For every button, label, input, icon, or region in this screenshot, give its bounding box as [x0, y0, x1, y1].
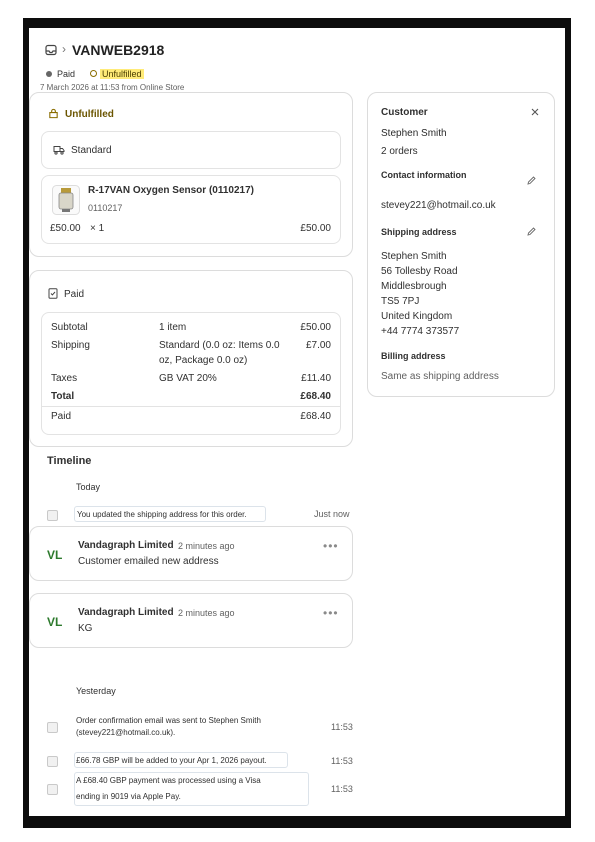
- comment-author: Vandagraph Limited: [78, 540, 174, 551]
- address-line: 56 Tollesby Road: [381, 266, 458, 277]
- product-name[interactable]: R-17VAN Oxygen Sensor (0110217): [88, 185, 255, 196]
- event-checkbox[interactable]: [47, 784, 58, 795]
- comment-body: Customer emailed new address: [78, 556, 219, 567]
- event-checkbox[interactable]: [47, 722, 58, 733]
- comment-time: 2 minutes ago: [178, 541, 235, 551]
- shipping-detail: Standard (0.0 oz: Items 0.0: [159, 340, 280, 351]
- customer-card: [367, 92, 555, 397]
- event-text: A £68.40 GBP payment was processed using a Visa: [76, 776, 261, 785]
- more-icon[interactable]: •••: [323, 606, 339, 620]
- fulfillment-badge: Unfulfilled: [102, 69, 142, 79]
- total-label: Total: [51, 391, 75, 402]
- inbox-icon[interactable]: [45, 44, 57, 56]
- billing-value: Same as shipping address: [381, 371, 499, 382]
- event-time: 11:53: [331, 756, 353, 766]
- close-icon[interactable]: [531, 108, 539, 116]
- event-time: 11:53: [331, 722, 353, 732]
- unfulfilled-icon: [48, 108, 59, 119]
- taxes-label: Taxes: [51, 373, 78, 384]
- address-phone: +44 7774 373577: [381, 326, 460, 337]
- event-text-line2: ending in 9019 via Apple Pay.: [76, 792, 181, 801]
- author-initials: VL: [47, 548, 63, 562]
- paid-amount: £68.40: [300, 411, 331, 422]
- subtotal-detail: 1 item: [159, 322, 187, 333]
- shipping-amount: £7.00: [305, 340, 331, 351]
- event-text: Order confirmation email was sent to Stephen Smith: [76, 716, 261, 725]
- order-subtitle: 7 March 2026 at 11:53 from Online Store: [40, 83, 185, 92]
- contact-title: Contact information: [381, 170, 467, 180]
- product-thumbnail[interactable]: [52, 185, 80, 215]
- line-total: £50.00: [300, 223, 331, 234]
- product-sku: 0110217: [88, 203, 123, 213]
- event-text-line2: (stevey221@hotmail.co.uk).: [76, 728, 176, 737]
- event-text: £66.78 GBP will be added to your Apr 1, 2026 payout.: [76, 756, 267, 765]
- customer-name[interactable]: Stephen Smith: [381, 128, 447, 139]
- event-time: Just now: [314, 509, 350, 519]
- fulfillment-status: Unfulfilled: [65, 109, 114, 120]
- quantity: × 1: [90, 223, 105, 234]
- more-icon[interactable]: •••: [323, 539, 339, 553]
- customer-orders[interactable]: 2 orders: [381, 146, 418, 157]
- shipping-address-title: Shipping address: [381, 227, 457, 237]
- yesterday-label: Yesterday: [76, 686, 116, 696]
- shipping-method: Standard: [71, 145, 112, 156]
- payment-status: Paid: [64, 289, 85, 300]
- customer-email[interactable]: stevey221@hotmail.co.uk: [381, 200, 496, 211]
- shipping-detail-line2: oz, Package 0.0 oz): [159, 355, 248, 366]
- unit-price: £50.00: [50, 223, 81, 234]
- taxes-detail: GB VAT 20%: [159, 373, 217, 384]
- address-line: TS5 7PJ: [381, 296, 420, 307]
- author-initials: VL: [47, 615, 63, 629]
- event-checkbox[interactable]: [47, 510, 58, 521]
- event-checkbox[interactable]: [47, 756, 58, 767]
- subtotal-amount: £50.00: [300, 322, 331, 333]
- address-line: Middlesbrough: [381, 281, 447, 292]
- comment-author: Vandagraph Limited: [78, 607, 174, 618]
- event-time: 11:53: [331, 784, 353, 794]
- shipping-method-box: [41, 131, 341, 169]
- breadcrumb-chevron: ›: [62, 42, 66, 56]
- customer-title: Customer: [381, 107, 428, 118]
- fulfillment-card: [29, 92, 353, 257]
- truck-icon: [53, 145, 65, 155]
- total-amount: £68.40: [300, 391, 331, 402]
- comment-card: [29, 526, 353, 581]
- taxes-amount: £11.40: [301, 373, 331, 384]
- billing-title: Billing address: [381, 351, 446, 361]
- receipt-icon: [48, 288, 58, 299]
- payment-card: [29, 270, 353, 447]
- order-title: VANWEB2918: [72, 42, 165, 58]
- order-page: [29, 28, 565, 816]
- line-item-box: [41, 175, 341, 244]
- edit-contact-icon[interactable]: [526, 175, 537, 186]
- unfulfilled-dot: [90, 70, 97, 77]
- event-text: You updated the shipping address for this order.: [77, 510, 247, 519]
- timeline-title: Timeline: [47, 455, 92, 467]
- comment-card: [29, 593, 353, 648]
- payment-badge: Paid: [57, 69, 76, 79]
- payment-summary-box: [41, 312, 341, 435]
- paid-dot: [46, 71, 52, 77]
- shipping-label: Shipping: [51, 340, 90, 351]
- comment-body: KG: [78, 623, 93, 634]
- edit-shipping-icon[interactable]: [526, 226, 537, 237]
- subtotal-label: Subtotal: [51, 322, 88, 333]
- today-label: Today: [76, 482, 101, 492]
- paid-label: Paid: [51, 411, 72, 422]
- comment-time: 2 minutes ago: [178, 608, 235, 618]
- address-line: United Kingdom: [381, 311, 453, 322]
- summary-divider: [42, 406, 340, 407]
- address-line: Stephen Smith: [381, 251, 447, 262]
